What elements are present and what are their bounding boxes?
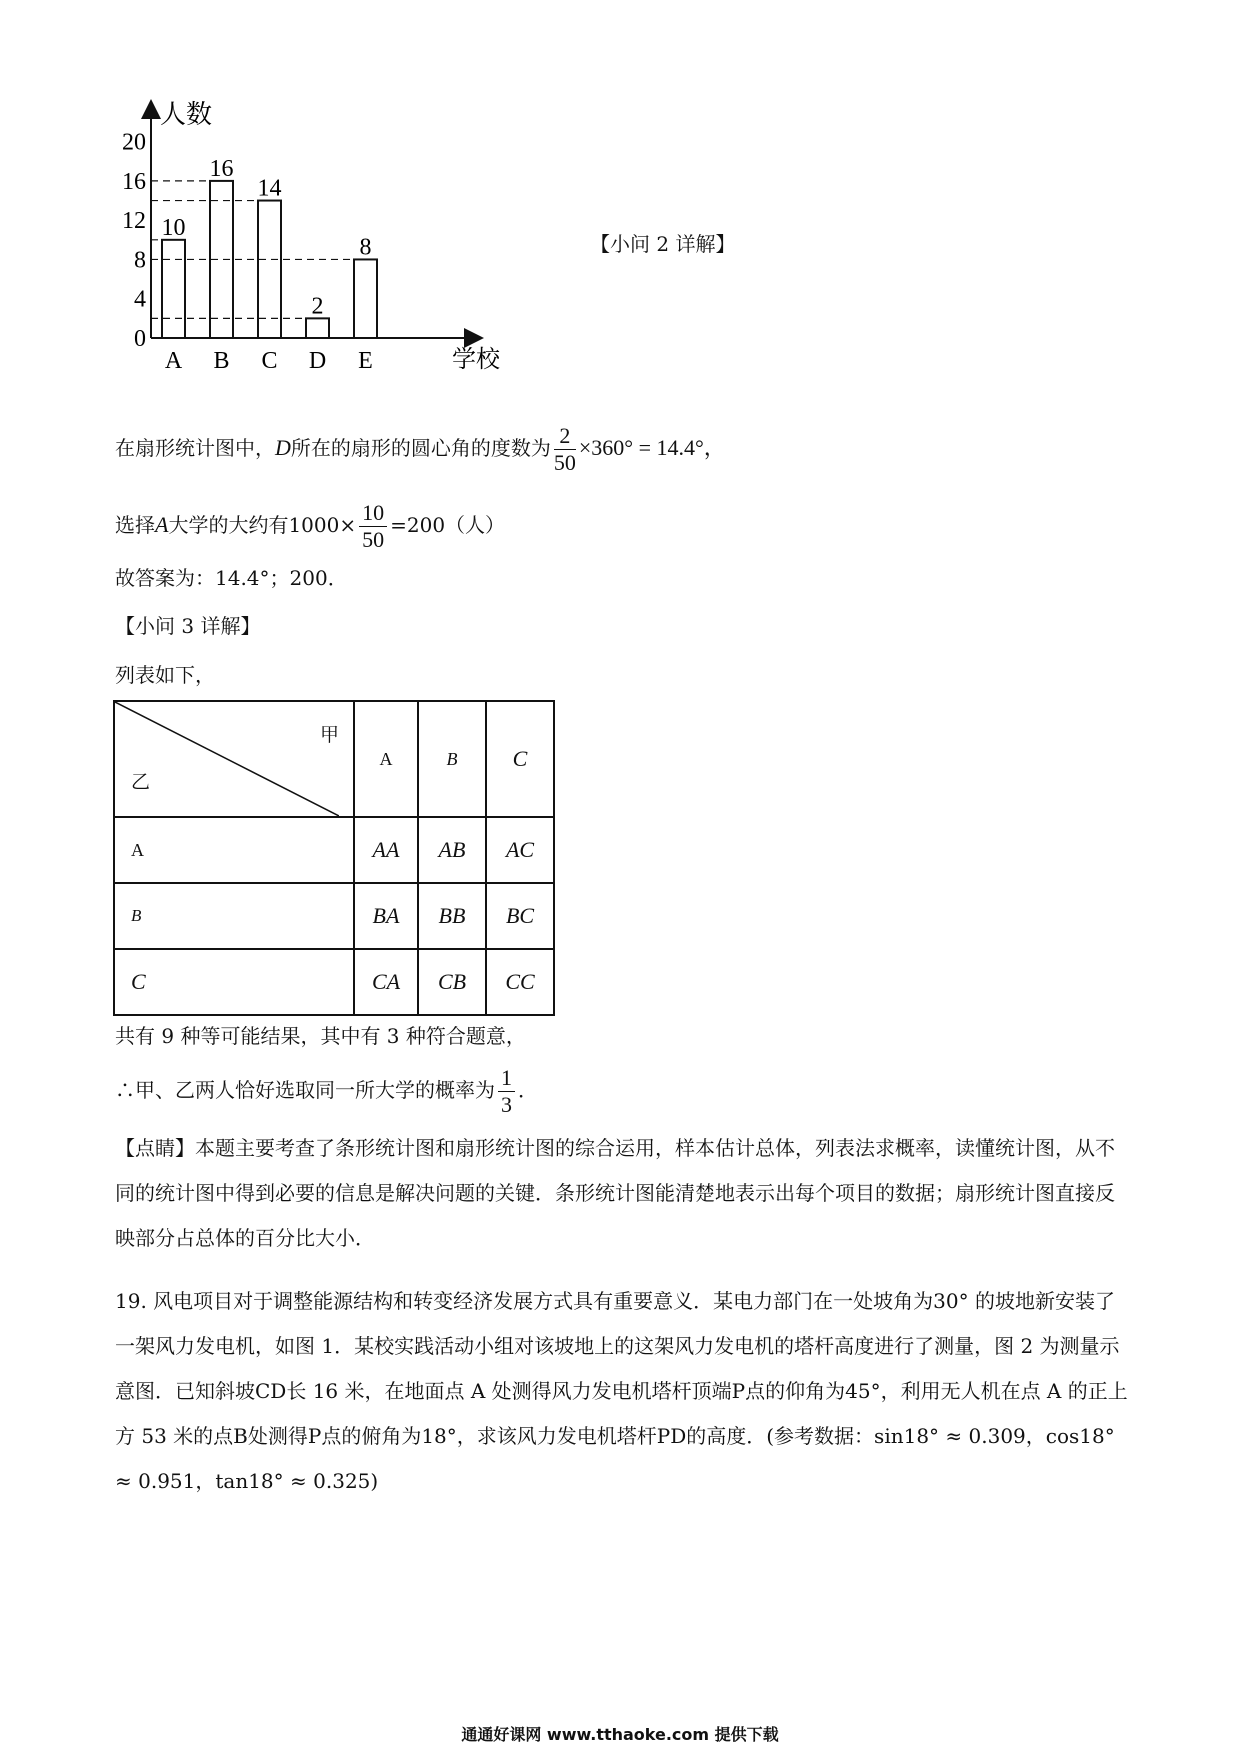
x-axis-label: 学校 (452, 345, 500, 373)
frac-num: 2 (554, 423, 576, 450)
col-header-a: A (354, 701, 418, 817)
row-label-b: B (114, 883, 354, 949)
table-cell: BA (354, 883, 418, 949)
diagonal-line (115, 702, 339, 816)
q2-line1-mid: 所在的扇形的圆心角的度数为 (290, 436, 551, 460)
q2-line1-post: ×360° = 14.4°， (578, 435, 726, 460)
q2-answer: 故答案为：14.4°；200． (115, 566, 348, 590)
frac-num: 10 (359, 500, 387, 527)
y-tick-label: 4 (134, 286, 146, 313)
table-cell: AB (418, 817, 486, 883)
y-tick-label: 16 (122, 168, 146, 195)
q3-heading: 【小问 3 详解】 (115, 614, 261, 638)
data-label: 2 (311, 293, 324, 320)
data-label: 10 (161, 214, 186, 241)
corner-top-label: 甲 (319, 724, 339, 746)
x-tick-label: E (358, 348, 373, 374)
table-cell: AC (486, 817, 554, 883)
problem-19: 19. 风电项目对于调整能源结构和转变经济发展方式具有重要意义．某电力部门在一处坡角为30° 的坡地新安装了一架风力发电机，如图 1．某校实践活动小组对该坡地上的这架风力发电机的塔杆高度进行了测量，图 2 为测量示意图．已知斜坡CD长 16 米，在地面点 A 处测得风力发电机塔杆顶端P点的仰角为45°，利用无人机在点 A 的正上方 53 米的点B处测得P点的俯角为18°，求该风力发电机塔杆PD的高度．(参考数据：sin18° ≈ 0.309，cos18° ≈ 0.951，tan18° ≈ 0.325) (115, 1289, 1128, 1493)
frac-num: 1 (498, 1065, 515, 1092)
data-label: 14 (257, 175, 282, 202)
comment-paragraph: 【点睛】本题主要考查了条形统计图和扇形统计图的综合运用，样本估计总体，列表法求概率，读懂统计图，从不同的统计图中得到必要的信息是解决问题的关键．条形统计图能清楚地表示出每个项目的数据；扇形统计图直接反映部分占总体的百分比大小． (115, 1136, 1115, 1250)
q3-conclusion (115, 1060, 538, 1120)
table-cell: CA (354, 949, 418, 1015)
table-cell: BB (418, 883, 486, 949)
frac-den: 50 (362, 527, 385, 552)
q2-line2-post: =200（人） (390, 513, 506, 537)
q3-conclusion-pre: ∴甲、乙两人恰好选取同一所大学的概率为 (115, 1078, 495, 1102)
q2-line2-pre: 选择 (115, 513, 155, 537)
fraction-10-50 (359, 500, 387, 553)
frac-den: 50 (553, 450, 576, 475)
q2-line2 (115, 495, 505, 555)
fraction-1-3 (498, 1065, 515, 1118)
x-tick-label: D (308, 348, 327, 374)
q2-line2-mid: 大学的大约有1000× (168, 513, 357, 537)
table-cell: BC (486, 883, 554, 949)
outcome-table (113, 700, 555, 1016)
corner-bottom-label: 乙 (131, 771, 151, 793)
row-label-c: C (114, 949, 354, 1015)
q3-intro: 列表如下， (115, 663, 215, 687)
y-tick-label: 0 (134, 326, 146, 352)
x-tick-label: C (261, 348, 278, 374)
q2-line2-var: A (155, 512, 169, 537)
bar-chart (100, 95, 520, 385)
frac-den: 3 (501, 1092, 512, 1117)
table-corner-cell (114, 701, 354, 817)
col-header-c: C (486, 701, 554, 817)
row-label-a: A (114, 817, 354, 883)
x-tick-label: A (164, 348, 183, 374)
q2-heading: 【小问 2 详解】 (590, 232, 736, 256)
q2-line1-var: D (275, 435, 291, 460)
bar-c (258, 201, 281, 338)
x-tick-label: B (213, 348, 230, 374)
data-label: 8 (359, 234, 372, 261)
table-cell: CB (418, 949, 486, 1015)
y-axis-label: 人数 (160, 100, 213, 130)
y-tick-label: 20 (122, 129, 146, 156)
q2-line1-pre: 在扇形统计图中， (115, 436, 275, 460)
data-label: 16 (209, 155, 234, 182)
table-cell: AA (354, 817, 418, 883)
q3-conclusion-post: ． (518, 1078, 538, 1102)
y-tick-label: 12 (122, 208, 146, 235)
fraction-2-50 (554, 423, 576, 476)
bar-d (306, 318, 329, 338)
bar-a (162, 240, 185, 338)
q3-result: 共有 9 种等可能结果，其中有 3 种符合题意， (115, 1024, 526, 1048)
y-tick-label: 8 (134, 247, 146, 274)
page-footer: 通通好课网 www.tthaoke.com 提供下载 (461, 1725, 779, 1744)
table-cell: CC (486, 949, 554, 1015)
bar-e (354, 259, 377, 338)
col-header-b: B (418, 701, 486, 817)
q2-line1 (115, 418, 726, 478)
